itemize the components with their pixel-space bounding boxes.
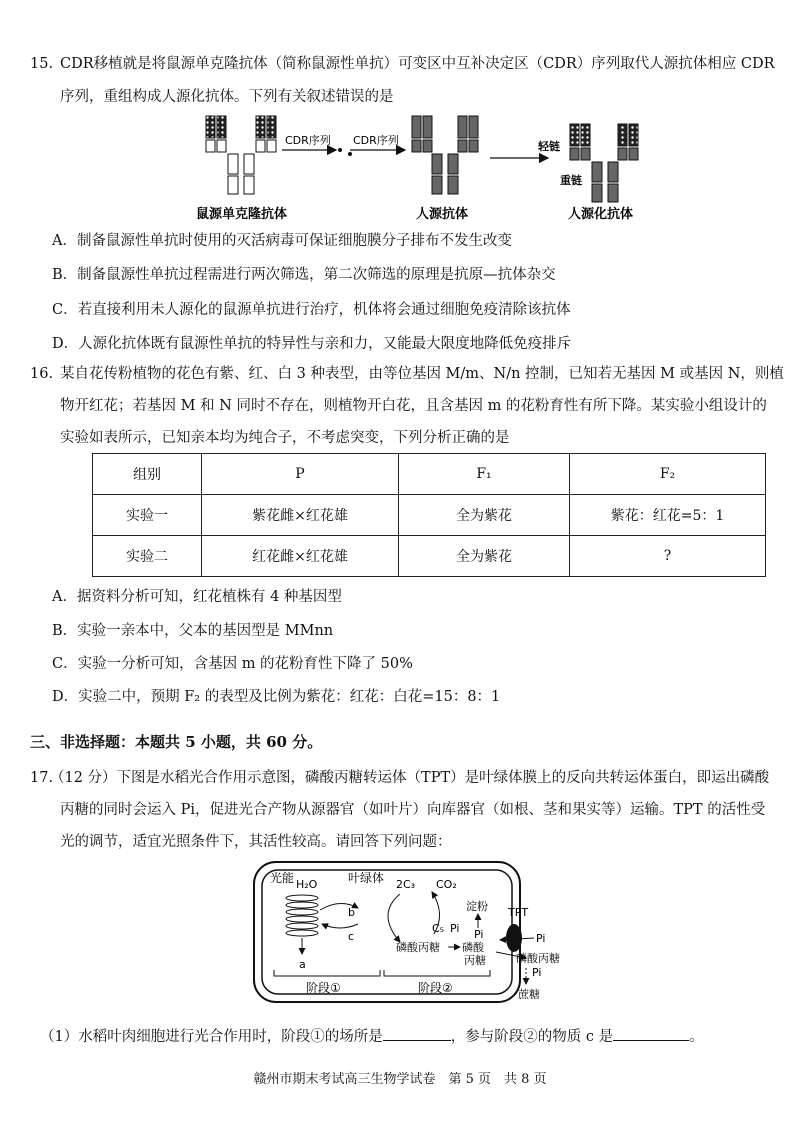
triose-phosphate-right-2: 丙糖 (464, 954, 486, 967)
table-cell: 实验二 (93, 536, 202, 577)
tpt-label: TPT (508, 906, 529, 919)
table-cell: 紫花：红花=5：1 (570, 495, 766, 536)
pi-label-4: Pi (532, 966, 542, 979)
q17-stem-line1: （12 分）下图是水稻光合作用示意图，磷酸丙糖转运体（TPT）是叶绿体膜上的反向共转运体蛋白，即运出磷酸 (50, 770, 770, 786)
pi-label-2: Pi (474, 928, 484, 941)
c-label: c (348, 930, 355, 943)
table-row (93, 536, 766, 577)
table-cell: 红花雌×红花雄 (202, 536, 399, 577)
b-label: b (348, 906, 355, 919)
table-header: F₂ (570, 454, 766, 495)
table-cell: ? (570, 536, 766, 577)
q16-stem-line2: 物开红花；若基因 M 和 N 同时不存在，则植物开白花，且含基因 m 的花粉育性有所下降。某实验小组设计的 (60, 398, 767, 414)
humanized-antibody-icon (570, 124, 638, 202)
q15-option-b: B．制备鼠源性单抗过程需进行两次筛选，第二次筛选的原理是抗原—抗体杂交 (52, 267, 556, 283)
table-header: 组别 (93, 454, 202, 495)
stage1-label: 阶段① (306, 981, 341, 995)
answer-blank-1[interactable] (383, 1026, 451, 1041)
q15-stem-line2: 序列，重组构成人源化抗体。下列有关叙述错误的是 (60, 89, 394, 105)
q17-stem-line2: 丙糖的同时会运入 Pi，促进光合产物从源器官（如叶片）向库器官（如根、茎和果实等）运输。TPT 的活性受 (60, 802, 766, 818)
c5-label: C₅ (432, 922, 445, 935)
mouse-antibody-icon (206, 116, 276, 194)
q16-option-a: A．据资料分析可知，红花植株有 4 种基因型 (52, 589, 342, 605)
triose-phosphate-outside: 磷酸丙糖 (516, 952, 560, 965)
c3-label: 2C₃ (396, 878, 416, 891)
q17-stem-line3: 光的调节，适宜光照条件下，其活性较高。请回答下列问题： (60, 834, 452, 850)
table-header-row (93, 454, 766, 495)
q17-sub1-end: 。 (689, 1029, 704, 1045)
antibody-figure (190, 110, 660, 225)
label-humanized-antibody: 人源化抗体 (568, 207, 634, 222)
pi-label-3: Pi (536, 932, 546, 945)
answer-blank-2[interactable] (613, 1026, 689, 1041)
photosynthesis-figure (250, 858, 610, 1008)
triose-phosphate-right-1: 磷酸 (462, 941, 484, 954)
chloroplast-label: 叶绿体 (348, 871, 385, 885)
experiment-table (92, 453, 766, 577)
arrow2-label: CDR序列 (353, 134, 399, 147)
starch-label: 淀粉 (466, 900, 488, 913)
stage2-label: 阶段② (418, 981, 453, 995)
arrow1-label: CDR序列 (285, 134, 331, 147)
q16-stem-line3: 实验如表所示，已知亲本均为纯合子，不考虑突变，下列分析正确的是 (60, 430, 510, 446)
q16-number: 16. (30, 366, 54, 382)
q17-number: 17. (30, 770, 54, 786)
q15-option-c: C．若直接利用未人源化的鼠源单抗进行治疗，机体将会通过细胞免疫清除该抗体 (52, 302, 571, 318)
table-cell: 实验一 (93, 495, 202, 536)
triose-phosphate-inside: 磷酸丙糖 (396, 941, 440, 954)
pi-label-1: Pi (450, 922, 460, 935)
q16-option-b: B．实验一亲本中，父本的基因型是 MMnn (52, 623, 334, 639)
table-cell: 全为紫花 (399, 536, 570, 577)
q15-option-a: A．制备鼠源性单抗时使用的灭活病毒可保证细胞膜分子排布不发生改变 (52, 233, 512, 249)
tpt-transporter-icon (506, 924, 522, 952)
human-antibody-icon (412, 116, 478, 194)
h2o-label: H₂O (296, 878, 318, 891)
light-energy-label: 光能 (270, 871, 295, 885)
section-heading: 三、非选择题：本题共 5 小题，共 60 分。 (30, 733, 323, 751)
table-header: P (202, 454, 399, 495)
q16-option-d: D．实验二中，预期 F₂ 的表型及比例为紫花：红花：白花=15：8：1 (52, 689, 501, 705)
heavy-chain-label: 重链 (560, 174, 582, 187)
table-cell: 全为紫花 (399, 495, 570, 536)
page-footer: 赣州市期末考试高三生物学试卷 第 5 页 共 8 页 (253, 1072, 547, 1087)
a-label: a (299, 958, 306, 971)
q17-sub1 (40, 1026, 704, 1047)
label-mouse-antibody: 鼠源单克隆抗体 (196, 207, 288, 222)
table-row (93, 495, 766, 536)
label-human-antibody: 人源抗体 (416, 207, 469, 222)
q15-number: 15. (30, 56, 54, 72)
q17-sub1-part2: ，参与阶段②的物质 c 是 (450, 1029, 614, 1045)
sucrose-label: 蔗糖 (518, 988, 540, 1001)
table-cell: 紫花雌×红花雄 (202, 495, 399, 536)
co2-label: CO₂ (436, 878, 457, 891)
q17-sub1-part1: （1）水稻叶肉细胞进行光合作用时，阶段①的场所是 (40, 1029, 383, 1045)
table-header: F₁ (399, 454, 570, 495)
q16-stem-line1: 某自花传粉植物的花色有紫、红、白 3 种表型，由等位基因 M/m、N/n 控制，已知若无基因 M 或基因 N，则植 (60, 366, 784, 382)
q15-stem-line1: CDR移植就是将鼠源单克隆抗体（简称鼠源性单抗）可变区中互补决定区（CDR）序列取代人源抗体相应 CDR (60, 56, 775, 72)
q15-option-d: D．人源化抗体既有鼠源性单抗的特异性与亲和力，又能最大限度地降低免疫排斥 (52, 336, 572, 352)
thylakoid-icon (286, 895, 318, 936)
q16-option-c: C．实验一分析可知，含基因 m 的花粉育性下降了 50% (52, 656, 413, 672)
light-chain-label: 轻链 (538, 140, 560, 153)
